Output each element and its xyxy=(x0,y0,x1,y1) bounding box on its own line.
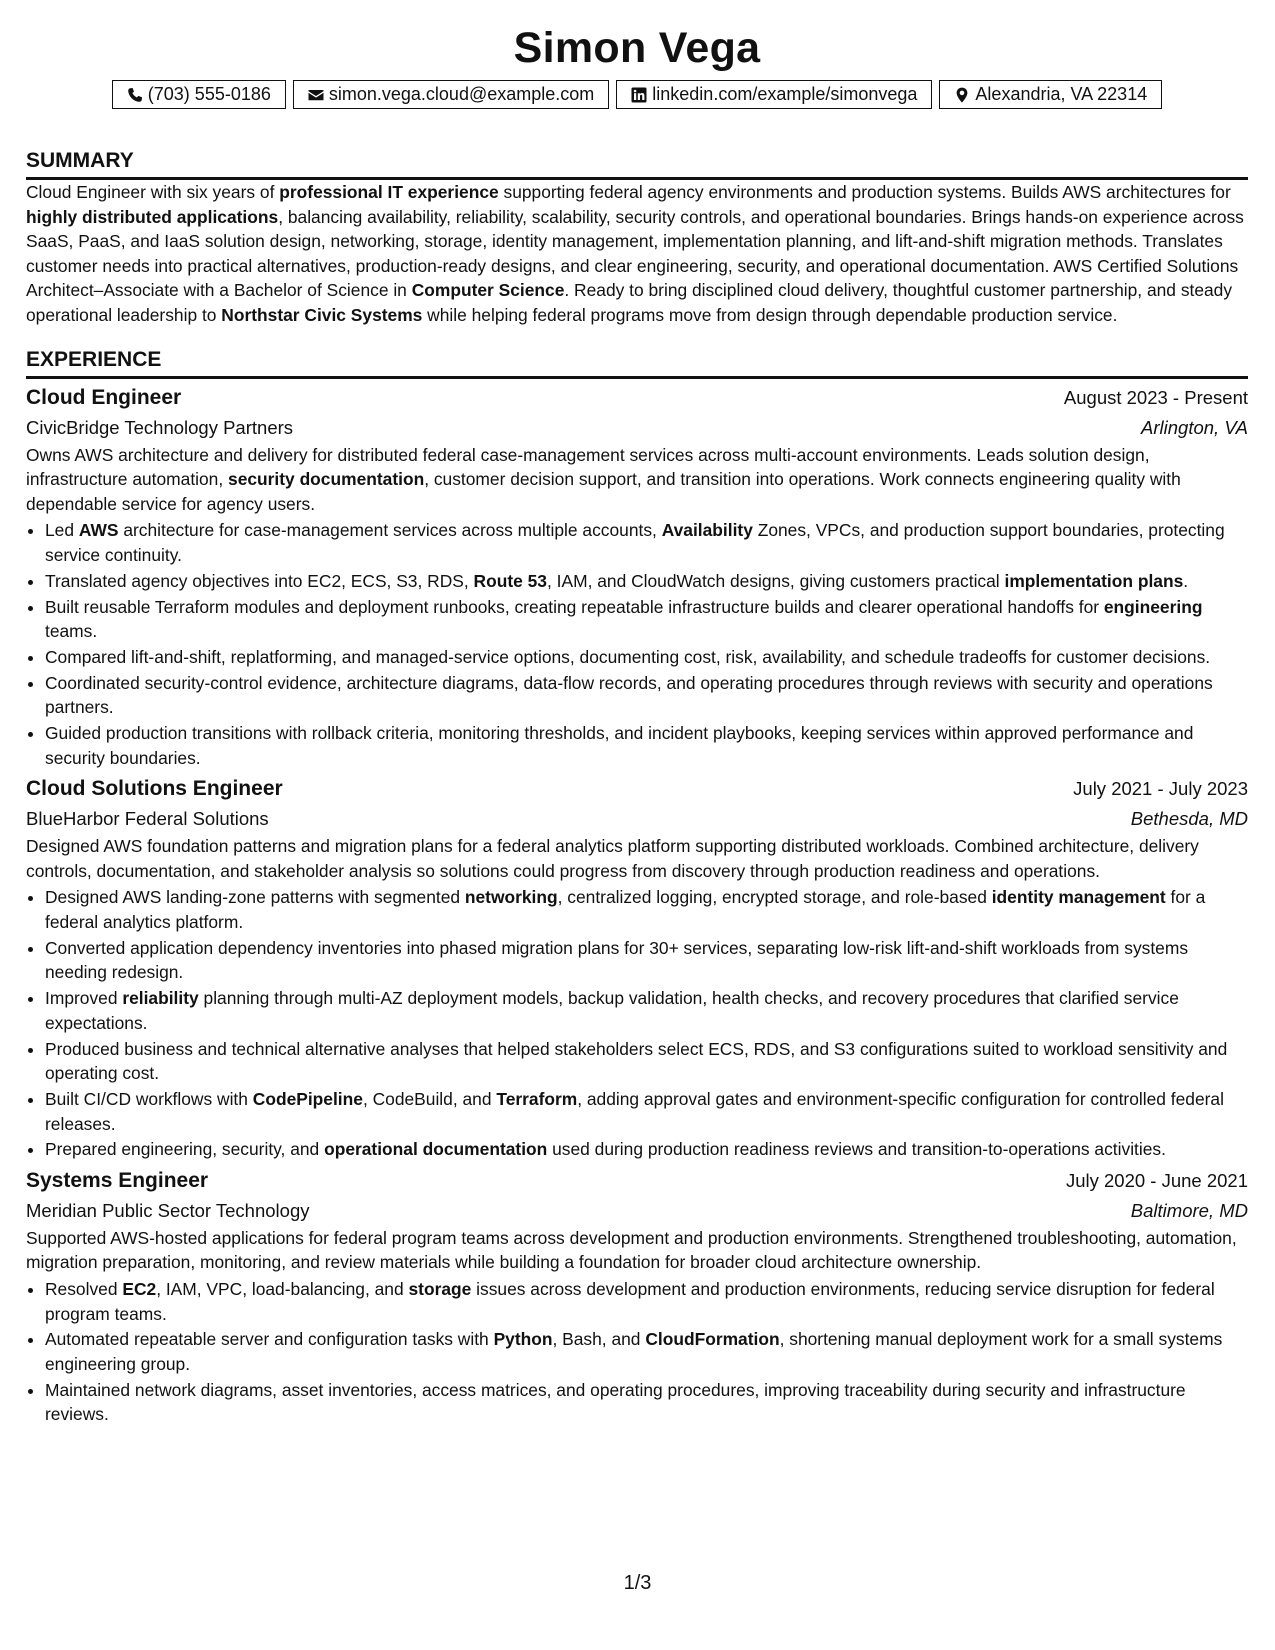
job-company: Meridian Public Sector Technology xyxy=(26,1199,310,1221)
summary-heading: SUMMARY xyxy=(26,147,1248,180)
job-header-row xyxy=(26,774,1248,804)
job-location: Bethesda, MD xyxy=(1130,808,1248,830)
contact-linkedin[interactable] xyxy=(616,80,932,109)
envelope-icon xyxy=(308,87,324,103)
contact-linkedin-text: linkedin.com/example/simonvega xyxy=(652,84,918,104)
job-description: Designed AWS foundation patterns and migration plans for a federal analytics platform supporting distributed workloads. Combined architecture, delivery controls, documentation, and stakeholder analysis so solutions could progress from discovery through production readiness and operations. xyxy=(26,836,1199,881)
job-entry xyxy=(26,1166,1248,1427)
summary-text: Cloud Engineer with six years of professional IT experience supporting federal agency environments and production systems. Builds AWS architectures for highly distributed applications, balancing availability, reliability, scalability, security controls, and operational boundaries. Brings hands-on experience across SaaS, PaaS, and IaaS solution design, networking, storage, identity management, implementation planning, and lift-and-shift migration methods. Translates customer needs into practical alternatives, production-ready designs, and clear engineering, security, and operational documentation. AWS Certified Solutions Architect–Associate with a Bachelor of Science in Computer Science. Ready to bring disciplined cloud delivery, thoughtful customer partnership, and steady operational leadership to Northstar Civic Systems while helping federal programs move from design through dependable production service. xyxy=(26,182,1244,325)
job-bullet: • Automated repeatable server and configuration tasks with Python, Bash, and CloudFormation, shortening manual deployment work for a small systems engineering group. xyxy=(45,1327,1248,1376)
job-title: Cloud Engineer xyxy=(26,385,182,409)
job-bullet: • Coordinated security-control evidence, architecture diagrams, data-flow records, and operating procedures through reviews with security and operations partners. xyxy=(45,671,1248,720)
job-dates: August 2023 - Present xyxy=(1063,386,1248,408)
job-description: Owns AWS architecture and delivery for distributed federal case-management services across multi-account environments. Leads solution design, infrastructure automation, security documentation, customer decision support, and transition into operations. Work connects engineering quality with dependable service for agency users. xyxy=(26,444,1181,514)
job-title: Cloud Solutions Engineer xyxy=(26,777,283,801)
job-title: Systems Engineer xyxy=(26,1168,209,1192)
contact-location-text: Alexandria, VA 22314 xyxy=(975,84,1148,104)
job-bullet: • Built CI/CD workflows with CodePipeline, CodeBuild, and Terraform, adding approval gates and environment-specific configuration for controlled federal releases. xyxy=(45,1087,1248,1136)
job-location: Arlington, VA xyxy=(1141,416,1248,438)
contact-email[interactable] xyxy=(293,80,609,109)
job-bullet-list xyxy=(26,1277,1248,1427)
candidate-name: Simon Vega xyxy=(513,24,761,72)
job-dates: July 2021 - July 2023 xyxy=(1073,778,1248,800)
job-company: CivicBridge Technology Partners xyxy=(26,416,294,438)
experience-section xyxy=(26,346,1248,1427)
job-bullet: • Guided production transitions with rollback criteria, monitoring thresholds, and incident playbooks, keeping services within approved performance and security boundaries. xyxy=(45,721,1248,770)
job-list xyxy=(26,383,1248,1427)
job-bullet: • Converted application dependency inventories into phased migration plans for 30+ services, separating low-risk lift-and-shift workloads from systems needing redesign. xyxy=(45,936,1248,985)
job-dates: July 2020 - June 2021 xyxy=(1065,1169,1248,1191)
job-bullet: • Led AWS architecture for case-management services across multiple accounts, Availability Zones, VPCs, and production support boundaries, protecting service continuity. xyxy=(45,518,1248,567)
job-entry xyxy=(26,774,1248,1162)
job-header-row xyxy=(26,1166,1248,1196)
contact-location xyxy=(939,80,1162,109)
job-company: BlueHarbor Federal Solutions xyxy=(26,808,269,830)
job-bullet: • Improved reliability planning through multi-AZ deployment models, backup validation, health checks, and recovery procedures that clarified service expectations. xyxy=(45,986,1248,1035)
experience-heading: EXPERIENCE xyxy=(26,346,1248,379)
job-bullet: • Designed AWS landing-zone patterns with segmented networking, centralized logging, encrypted storage, and role-based identity management for a federal analytics platform. xyxy=(45,885,1248,934)
contact-bar xyxy=(26,80,1248,109)
job-bullet: • Compared lift-and-shift, replatforming, and managed-service options, documenting cost, risk, availability, and schedule tradeoffs for customer decisions. xyxy=(45,645,1248,670)
linkedin-icon xyxy=(631,87,647,103)
job-bullet: • Built reusable Terraform modules and deployment runbooks, creating repeatable infrastructure builds and clearer operational handoffs for engineering teams. xyxy=(45,595,1248,644)
job-bullet-list xyxy=(26,518,1248,770)
job-company-row xyxy=(26,804,1248,834)
job-bullet: • Translated agency objectives into EC2, ECS, S3, RDS, Route 53, IAM, and CloudWatch designs, giving customers practical implementation plans. xyxy=(45,569,1248,594)
job-description: Supported AWS-hosted applications for federal program teams across development and production environments. Strengthened troubleshooting, automation, migration preparation, monitoring, and review materials while building a foundation for broader cloud architecture ownership. xyxy=(26,1227,1237,1273)
job-bullet: • Maintained network diagrams, asset inventories, access matrices, and operating procedures, improving traceability during security and infrastructure reviews. xyxy=(45,1378,1248,1427)
job-bullet: • Prepared engineering, security, and operational documentation used during production readiness reviews and transition-to-operations activities. xyxy=(45,1137,1248,1162)
summary-section xyxy=(26,147,1248,328)
job-bullet: • Produced business and technical alternative analyses that helped stakeholders select ECS, RDS, and S3 configurations suited to workload sensitivity and operating cost. xyxy=(45,1037,1248,1086)
map-marker-icon xyxy=(954,87,970,103)
job-header-row xyxy=(26,383,1248,413)
job-bullet: • Resolved EC2, IAM, VPC, load-balancing, and storage issues across development and production environments, reducing service disruption for federal program teams. xyxy=(45,1277,1248,1326)
job-company-row xyxy=(26,413,1248,443)
contact-phone-text: (703) 555-0186 xyxy=(147,84,271,104)
phone-icon xyxy=(127,87,143,103)
resume-page xyxy=(26,22,1248,1428)
contact-email-text: simon.vega.cloud@example.com xyxy=(328,84,595,104)
job-bullet-list xyxy=(26,885,1248,1161)
job-entry xyxy=(26,383,1248,771)
contact-phone xyxy=(112,80,286,109)
job-company-row xyxy=(26,1196,1248,1226)
page-number: 1/3 xyxy=(623,1572,652,1594)
job-location: Baltimore, MD xyxy=(1130,1199,1248,1221)
